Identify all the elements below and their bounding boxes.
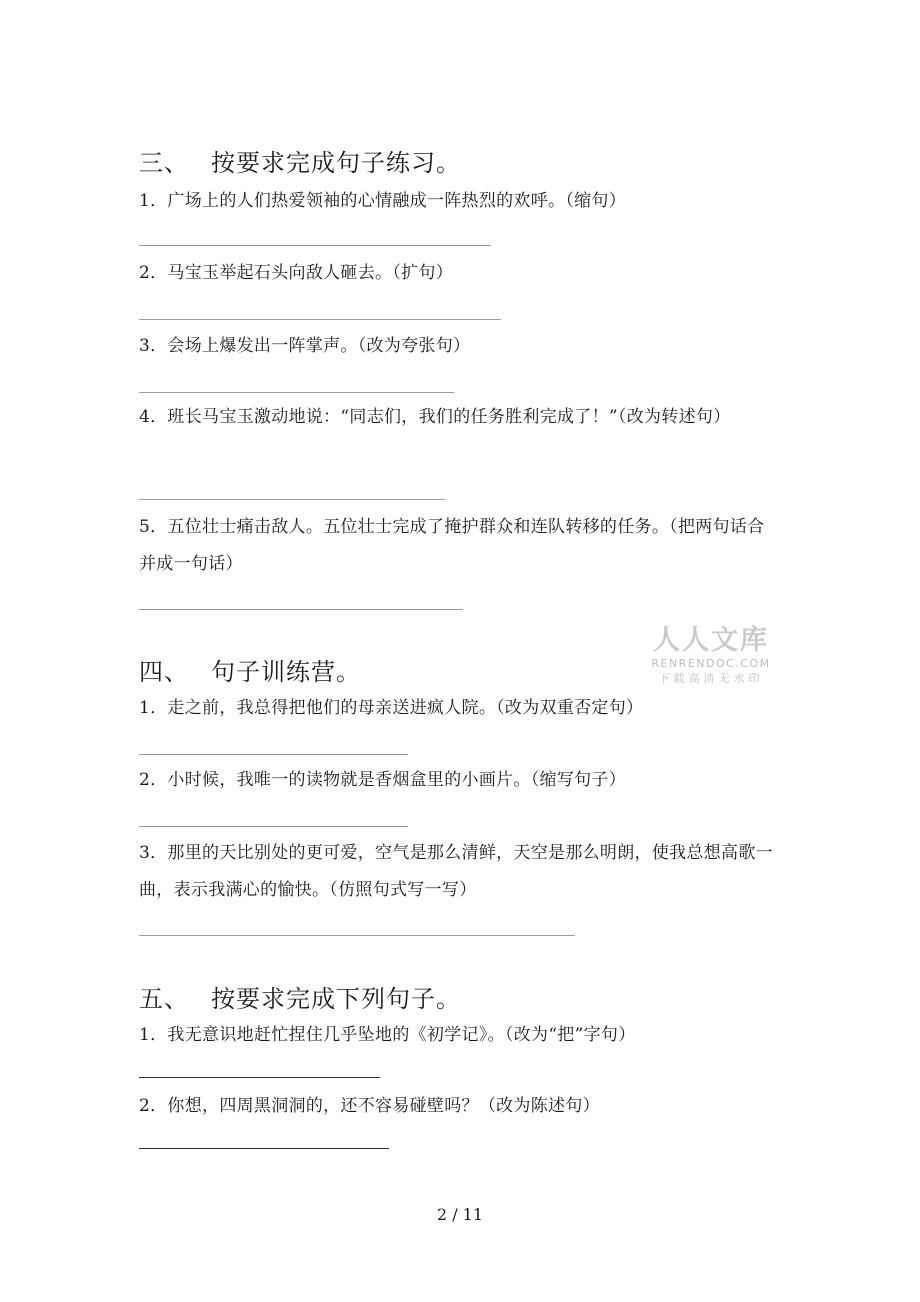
section-3-question-2: 2．马宝玉举起石头向敌人砸去。（扩句） xyxy=(139,263,454,283)
section-4-title: 句子训练营。 xyxy=(211,658,361,686)
section-4-heading xyxy=(139,652,361,687)
watermark-slogan: 下载高清无水印 xyxy=(658,672,764,685)
section-4-answer-line-3[interactable] xyxy=(139,935,575,936)
section-3-answer-line-1[interactable] xyxy=(139,245,491,246)
section-3-answer-line-4[interactable] xyxy=(139,499,445,500)
section-3-answer-line-3[interactable] xyxy=(139,392,454,393)
section-5-title: 按要求完成下列句子。 xyxy=(211,985,461,1013)
section-5-question-2: 2．你想，四周黑洞洞的，还不容易碰壁吗？（改为陈述句） xyxy=(139,1096,600,1116)
section-5-answer-line-1[interactable] xyxy=(139,1077,380,1078)
section-4-answer-line-2[interactable] xyxy=(139,826,408,827)
section-3-answer-line-2[interactable] xyxy=(139,319,501,320)
section-3-number: 三、 xyxy=(139,149,189,177)
section-4-question-1: 1．走之前，我总得把他们的母亲送进疯人院。（改为双重否定句） xyxy=(139,698,644,718)
renrendoc-watermark xyxy=(646,618,776,686)
section-5-answer-line-2[interactable] xyxy=(139,1148,389,1149)
watermark-domain: RENRENDOC.COM xyxy=(651,657,771,670)
section-4-question-2: 2．小时候，我唯一的读物就是香烟盒里的小画片。（缩写句子） xyxy=(139,770,627,790)
section-3-heading xyxy=(139,143,461,178)
section-5-number: 五、 xyxy=(139,985,189,1013)
section-4-question-3: 3．那里的天比别处的更可爱，空气是那么清鲜，天空是那么明朗，使我总想高歌一曲，表示我满心的愉快。（仿照句式写一写） xyxy=(139,843,773,900)
section-5-question-1: 1．我无意识地赶忙捏住几乎坠地的《初学记》。（改为“把”字句） xyxy=(139,1025,636,1045)
page-number: 2 / 11 xyxy=(436,1205,484,1224)
section-3-question-3: 3．会场上爆发出一阵掌声。（改为夸张句） xyxy=(139,336,471,356)
section-5-heading xyxy=(139,979,461,1014)
section-4-number: 四、 xyxy=(139,658,189,686)
section-3-question-5: 5．五位壮士痛击敌人。五位壮士完成了掩护群众和连队转移的任务。（把两句话合并成一句话） xyxy=(139,517,765,574)
section-3-title: 按要求完成句子练习。 xyxy=(211,149,461,177)
section-4-answer-line-1[interactable] xyxy=(139,754,408,755)
section-3-question-1: 1．广场上的人们热爱领袖的心情融成一阵热烈的欢呼。（缩句） xyxy=(139,191,627,211)
watermark-name: 人人文库 xyxy=(653,625,769,656)
section-3-question-4: 4．班长马宝玉激动地说：“同志们，我们的任务胜利完成了！”（改为转述句） xyxy=(139,407,731,427)
section-3-answer-line-5[interactable] xyxy=(139,609,463,610)
